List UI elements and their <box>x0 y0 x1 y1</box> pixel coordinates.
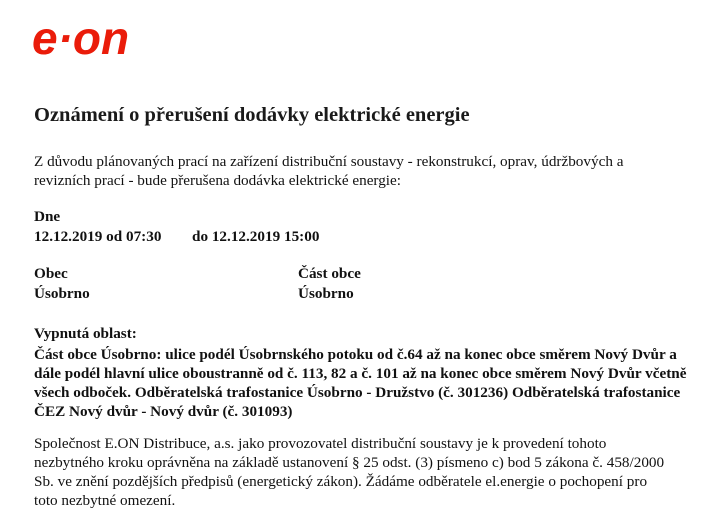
eon-logo <box>30 14 180 64</box>
notice-title: Oznámení o přerušení dodávky elektrické energie <box>34 104 470 126</box>
intro-paragraph: Z důvodu plánovaných prací na zařízení distribuční soustavy - rekonstrukcí, oprav, údržbových a revizních prací - bude přerušena dodávka elektrické energie: <box>34 153 624 189</box>
district-value: Úsobrno <box>298 285 354 302</box>
outage-start: 12.12.2019 od 07:30 <box>34 228 162 245</box>
municipality-label: Obec <box>34 265 68 282</box>
legal-footer: Společnost E.ON Distribuce, a.s. jako provozovatel distribuční soustavy je k provedení tohoto nezbytného kroku oprávněna na základě ustanovení § 25 odst. (3) písmeno c) bod 5 zákona č. 458/2000 Sb. ve znění pozdějších předpisů (energetický zákon). Žádáme odběratele el.energie o pochopení pro toto nezbytné omezení. <box>34 435 665 509</box>
area-description: Část obce Úsobrno: ulice podél Úsobrnského potoku od č.64 až na konec obce směrem Nový Dvůr a dále podél hlavní ulice oboustranně od č. 113, 82 a č. 101 až na konec obce směrem Nový Dvůr včetně všech odboček. Odběratelská trafostanice Úsobrno - Družstvo (č. 301236) Odběratelská trafostanice ČEZ Nový dvůr - Nový dvůr (č. 301093) <box>34 346 687 420</box>
eon-logo-text: e·on <box>32 14 130 64</box>
municipality-value: Úsobrno <box>34 285 90 302</box>
area-label: Vypnutá oblast: <box>34 325 137 342</box>
date-label: Dne <box>34 208 61 225</box>
outage-end: do 12.12.2019 15:00 <box>192 228 320 245</box>
district-label: Část obce <box>298 265 361 282</box>
